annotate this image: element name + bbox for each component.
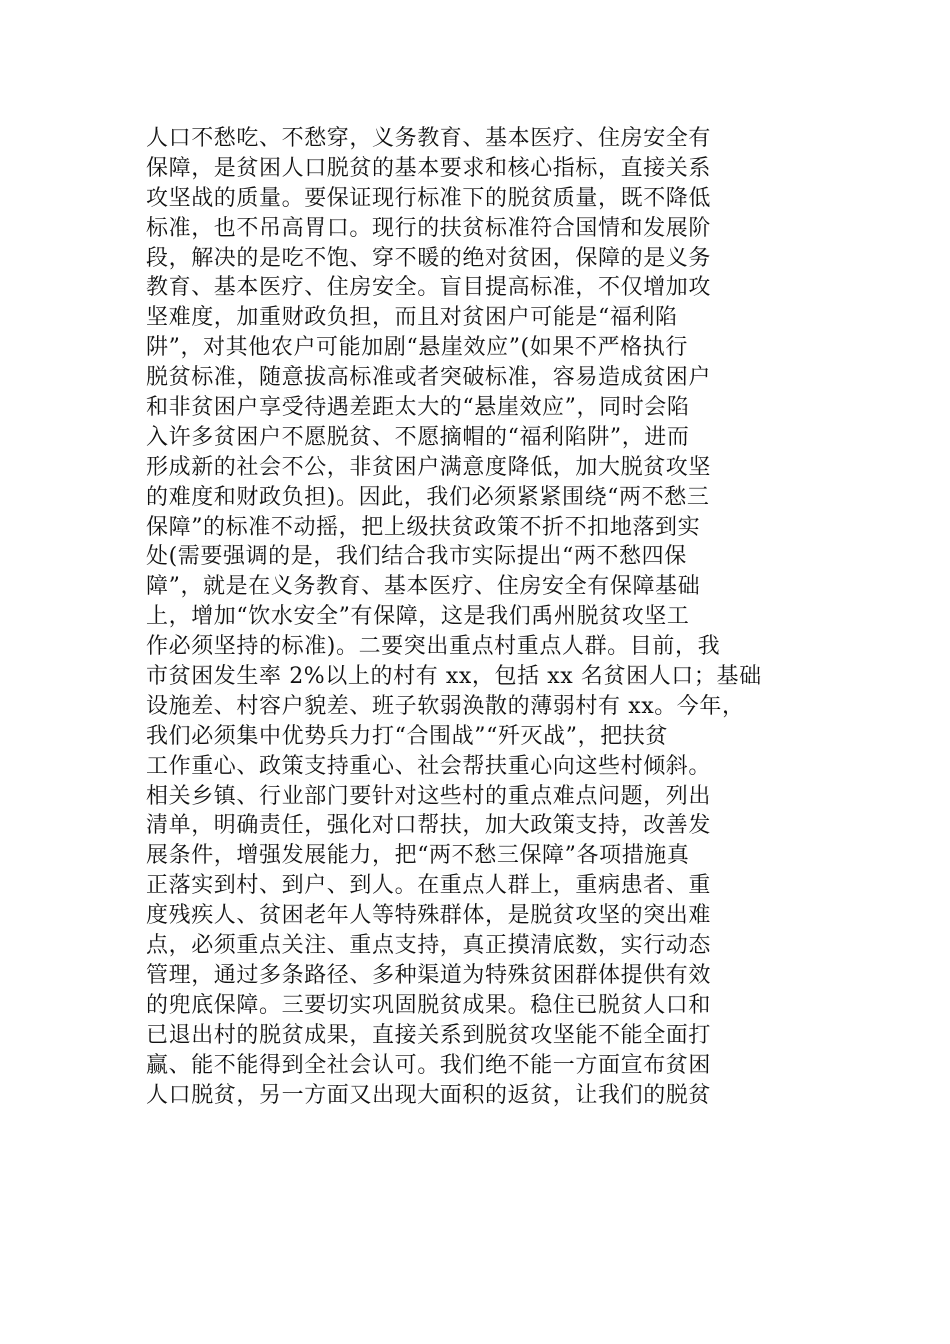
text-line: 上，增加“饮水安全”有保障，这是我们禹州脱贫攻坚工 [146,604,690,630]
text-line: 市贫困发生率 2%以上的村有 xx，包括 xx 名贫困人口；基础 [146,664,762,690]
text-line: 入许多贫困户不愿脱贫、不愿摘帽的“福利陷阱”，进而 [146,424,690,450]
text-line: 阱”，对其他农户可能加剧“悬崖效应”(如果不严格执行 [146,335,688,361]
text-line: 攻坚战的质量。要保证现行标准下的脱贫质量，既不降低 [146,185,712,211]
text-line: 标准，也不吊高胃口。现行的扶贫标准符合国情和发展阶 [146,215,712,241]
text-line: 段，解决的是吃不饱、穿不暖的绝对贫困，保障的是义务 [146,245,712,271]
text-line: 设施差、村容户貌差、班子软弱涣散的薄弱村有 xx。今年， [146,693,745,719]
text-line: 相关乡镇、行业部门要针对这些村的重点难点问题，列出 [146,783,712,809]
text-line: 已退出村的脱贫成果，直接关系到脱贫攻坚能不能全面打 [146,1022,712,1048]
text-line: 清单，明确责任，强化对口帮扶，加大政策支持，改善发 [146,813,712,839]
text-line: 工作重心、政策支持重心、社会帮扶重心向这些村倾斜。 [146,753,712,779]
text-line: 障”，就是在义务教育、基本医疗、住房安全有保障基础 [146,574,701,600]
text-line: 度残疾人、贫困老年人等特殊群体，是脱贫攻坚的突出难 [146,903,712,929]
body-text [146,124,806,1110]
text-line: 坚难度，加重财政负担，而且对贫困户可能是“福利陷 [146,305,678,331]
text-line: 正落实到村、到户、到人。在重点人群上，重病患者、重 [146,873,712,899]
text-line: 保障，是贫困人口脱贫的基本要求和核心指标，直接关系 [146,155,712,181]
text-line: 和非贫困户享受待遇差距太大的“悬崖效应”，同时会陷 [146,395,690,421]
text-line: 点，必须重点关注、重点支持，真正摸清底数，实行动态 [146,933,712,959]
text-line: 作必须坚持的标准)。二要突出重点村重点人群。目前，我 [146,634,721,660]
text-line: 我们必须集中优势兵力打“合围战”“歼灭战”，把扶贫 [146,723,668,749]
text-line: 展条件，增强发展能力，把“两不愁三保障”各项措施真 [146,843,690,869]
text-line: 管理，通过多条路径、多种渠道为特殊贫困群体提供有效 [146,962,712,988]
text-line: 保障”的标准不动摇，把上级扶贫政策不折不扣地落到实 [146,514,701,540]
text-line: 处(需要强调的是，我们结合我市实际提出“两不愁四保 [146,544,687,570]
text-line: 形成新的社会不公，非贫困户满意度降低，加大脱贫攻坚 [146,454,712,480]
text-line: 人口不愁吃、不愁穿，义务教育、基本医疗、住房安全有 [146,126,712,151]
text-line: 的兜底保障。三要切实巩固脱贫成果。稳住已脱贫人口和 [146,992,712,1018]
text-line: 的难度和财政负担)。因此，我们必须紧紧围绕“两不愁三 [146,484,710,510]
text-line: 教育、基本医疗、住房安全。盲目提高标准，不仅增加攻 [146,275,712,301]
text-line: 脱贫标准，随意拔高标准或者突破标准，容易造成贫困户 [146,365,712,391]
text-line: 人口脱贫，另一方面又出现大面积的返贫，让我们的脱贫 [146,1082,712,1108]
text-line: 赢、能不能得到全社会认可。我们绝不能一方面宣布贫困 [146,1052,712,1078]
